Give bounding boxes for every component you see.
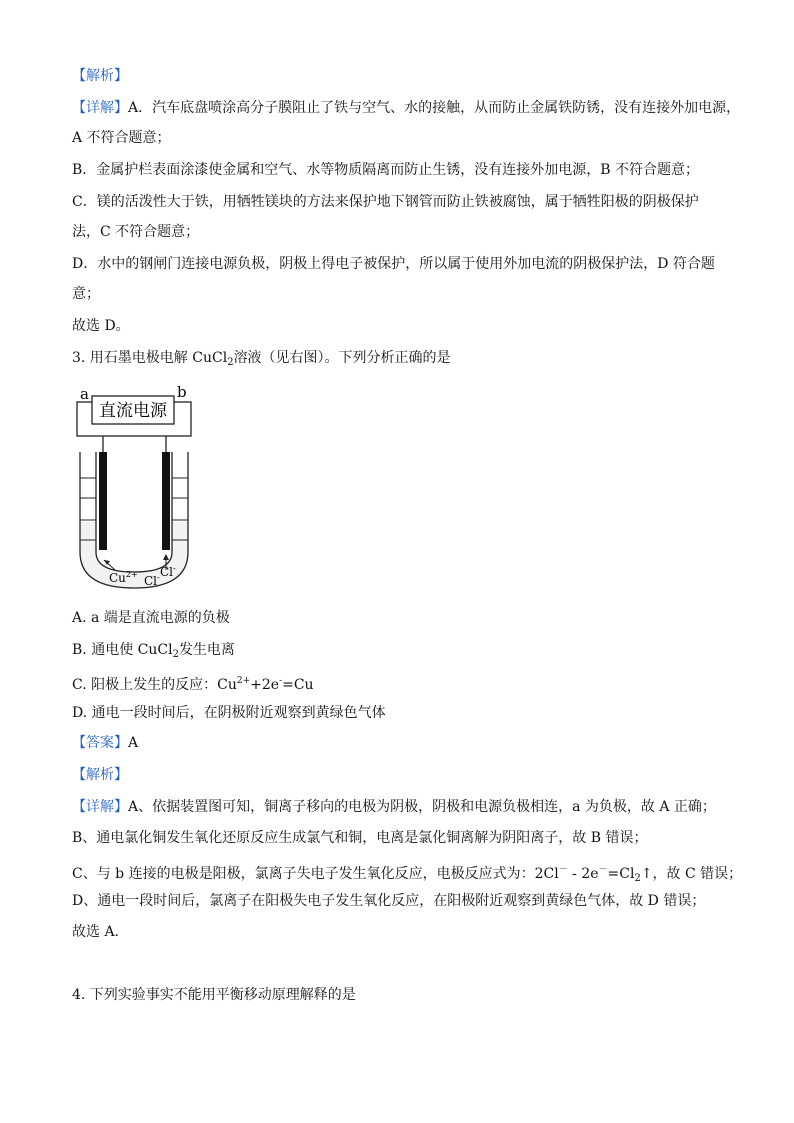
q3-option-c (72, 671, 314, 695)
q3-option-b-after: 发生电离 (178, 642, 235, 658)
q2-conclusion: 故选 D。 (72, 318, 130, 334)
q3-detail-c-after: ↑，故 C 错误； (640, 866, 743, 882)
q3-option-c-sup1: 2+ (236, 676, 251, 686)
q2-a-line1-text: A．汽车底盘喷涂高分子膜阻止了铁与空气、水的接触，从而防止金属铁防锈，没有连接外加电源， (128, 100, 741, 116)
q3-detail-c-subscript: 2 (634, 873, 641, 884)
q3-detail-c-before: C、与 b 连接的电极是阳极，氯离子失电子发生氧化反应，电极反应式为：2Cl (72, 866, 559, 882)
q3-stem (72, 348, 451, 373)
q3-detail-a (72, 797, 716, 817)
q3-detail-c-sup1: － (558, 865, 568, 875)
power-supply-label: 直流电源 (99, 401, 167, 421)
ion-cl-right-label: Cl- (160, 564, 176, 579)
q4-stem: 4. 下列实验事实不能用平衡移动原理解释的是 (72, 987, 356, 1003)
q3-detail-b: B、通电氯化铜发生氧化还原反应生成氯气和铜，电离是氯化铜离解为阴阳离子，故 B 错误； (72, 830, 648, 846)
electrode-left (99, 452, 107, 550)
q3-option-d: D. 通电一段时间后，在阴极附近观察到黄绿色气体 (72, 705, 386, 721)
q2-detail-a-line1 (72, 98, 740, 118)
q3-detail-c-mid2: =Cl (607, 866, 635, 882)
q3-option-c-after: =Cu (282, 677, 314, 693)
q2-detail-label: 【详解】 (72, 100, 128, 116)
electrode-right (162, 452, 170, 550)
q2-d-line2: 意； (72, 286, 100, 302)
q3-stem-subscript: 2 (227, 357, 234, 368)
ion-cu-label: $Cu^{2+}$ (109, 570, 138, 585)
arrow-cl-right-head (163, 554, 169, 560)
q3-stem-before: 3. 用石墨电极电解 CuCl (72, 350, 228, 366)
u-tube-inner (96, 452, 172, 572)
electrolysis-diagram (74, 382, 204, 600)
q2-analysis-header: 【解析】 (72, 68, 128, 84)
label-a: a (80, 385, 89, 403)
q3-answer-label: 【答案】 (72, 735, 128, 751)
q2-a-line2: A 不符合题意； (72, 130, 171, 146)
q3-option-c-mid: +2e (250, 677, 280, 693)
q3-option-c-sup2: - (279, 676, 283, 686)
q3-detail-d: D、通电一段时间后，氯离子在阳极失电子发生氧化反应，在阳极附近观察到黄绿色气体，故 D 错误； (72, 893, 706, 909)
q2-c-line1: C．镁的活泼性大于铁，用牺牲镁块的方法来保护地下钢管而防止铁被腐蚀，属于牺牲阳极的阴极保护 (72, 194, 699, 210)
q3-analysis-header: 【解析】 (72, 767, 128, 783)
q3-detail-a-text: A、依据装置图可知，铜离子移向的电极为阴极，阴极和电源负极相连，a 为负极，故 A 正确； (128, 799, 716, 815)
q3-option-b-subscript: 2 (172, 649, 179, 660)
q2-c-line2: 法，C 不符合题意； (72, 224, 200, 240)
q3-detail-c-sup2: － (598, 865, 608, 875)
q3-detail-c (72, 860, 742, 889)
label-b: b (177, 383, 187, 401)
q3-conclusion: 故选 A． (72, 924, 129, 940)
q2-d-line1: D．水中的钢闸门连接电源负极，阴极上得电子被保护，所以属于使用外加电流的阴极保护法，D 符合题 (72, 256, 715, 272)
q3-detail-c-mid: - 2e (567, 866, 599, 882)
q3-option-b (72, 640, 235, 665)
q3-option-c-before: C. 阳极上发生的反应：Cu (72, 677, 237, 693)
q3-stem-after: 溶液（见右图）。下列分析正确的是 (233, 350, 451, 366)
q2-b-line: B．金属护栏表面涂漆使金属和空气、水等物质隔离而防止生锈，没有连接外加电源，B 不符合题意； (72, 162, 700, 178)
ion-cl-left-label: Cl- (144, 573, 160, 588)
q3-detail-label: 【详解】 (72, 799, 128, 815)
q3-answer (72, 733, 138, 753)
q3-answer-value: A (128, 735, 139, 751)
q3-option-b-before: B. 通电使 CuCl (72, 642, 173, 658)
q3-option-a: A. a 端是直流电源的负极 (72, 610, 230, 626)
